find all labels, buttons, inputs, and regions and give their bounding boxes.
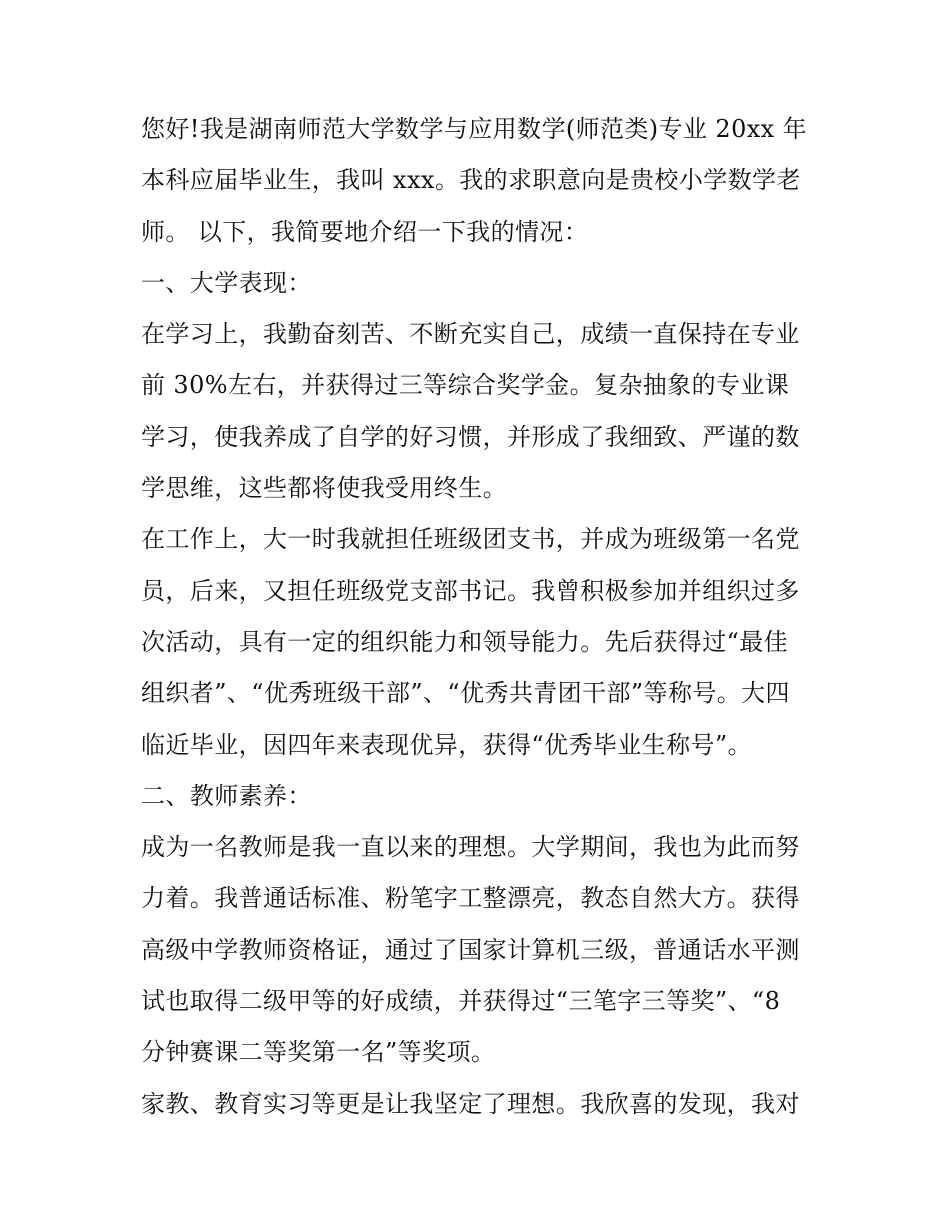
section-heading-university: 一、大学表现： [141,268,312,297]
text-line: 次活动，具有一定的组织能力和领导能力。先后获得过“最佳 [141,627,789,656]
text-line: 师。 以下，我简要地介绍一下我的情况： [141,217,589,246]
text-line: 高级中学教师资格证，通过了国家计算机三级，普通话水平测 [141,935,800,964]
text-line: 家教、教育实习等更是让我坚定了理想。我欣喜的发现，我对 [141,1089,800,1118]
text-line: 分钟赛课二等奖第一名”等奖项。 [141,1038,496,1067]
text-line: 成为一名教师是我一直以来的理想。大学期间，我也为此而努 [141,833,800,862]
text-line-greeting: 您好!我是湖南师范大学数学与应用数学(师范类)专业 20xx 年 [141,115,808,143]
section-heading-teacher: 二、教师素养： [141,781,312,810]
text-line: 在工作上，大一时我就担任班级团支书，并成为班级第一名党 [141,525,800,554]
text-line: 本科应届毕业生，我叫 xxx。我的求职意向是贵校小学数学老 [141,166,801,195]
text-line: 临近毕业，因四年来表现优异，获得“优秀毕业生称号”。 [141,730,752,759]
text-line: 前 30%左右，并获得过三等综合奖学金。复杂抽象的专业课 [141,371,790,400]
document-body [141,104,821,1130]
text-line: 组织者”、“优秀班级干部”、“优秀共青团干部”等称号。大四 [141,679,790,708]
text-line: 力着。我普通话标准、粉笔字工整漂亮，教态自然大方。获得 [141,884,800,913]
text-line: 学思维，这些都将使我受用终生。 [141,474,507,503]
text-line: 员，后来，又担任班级党支部书记。我曾积极参加并组织过多 [141,576,800,605]
text-line: 试也取得二级甲等的好成绩，并获得过“三笔字三等奖”、“8 [141,987,781,1016]
text-line: 学习，使我养成了自学的好习惯，并形成了我细致、严谨的数 [141,422,800,451]
text-line: 在学习上，我勤奋刻苦、不断充实自己，成绩一直保持在专业 [141,320,800,349]
